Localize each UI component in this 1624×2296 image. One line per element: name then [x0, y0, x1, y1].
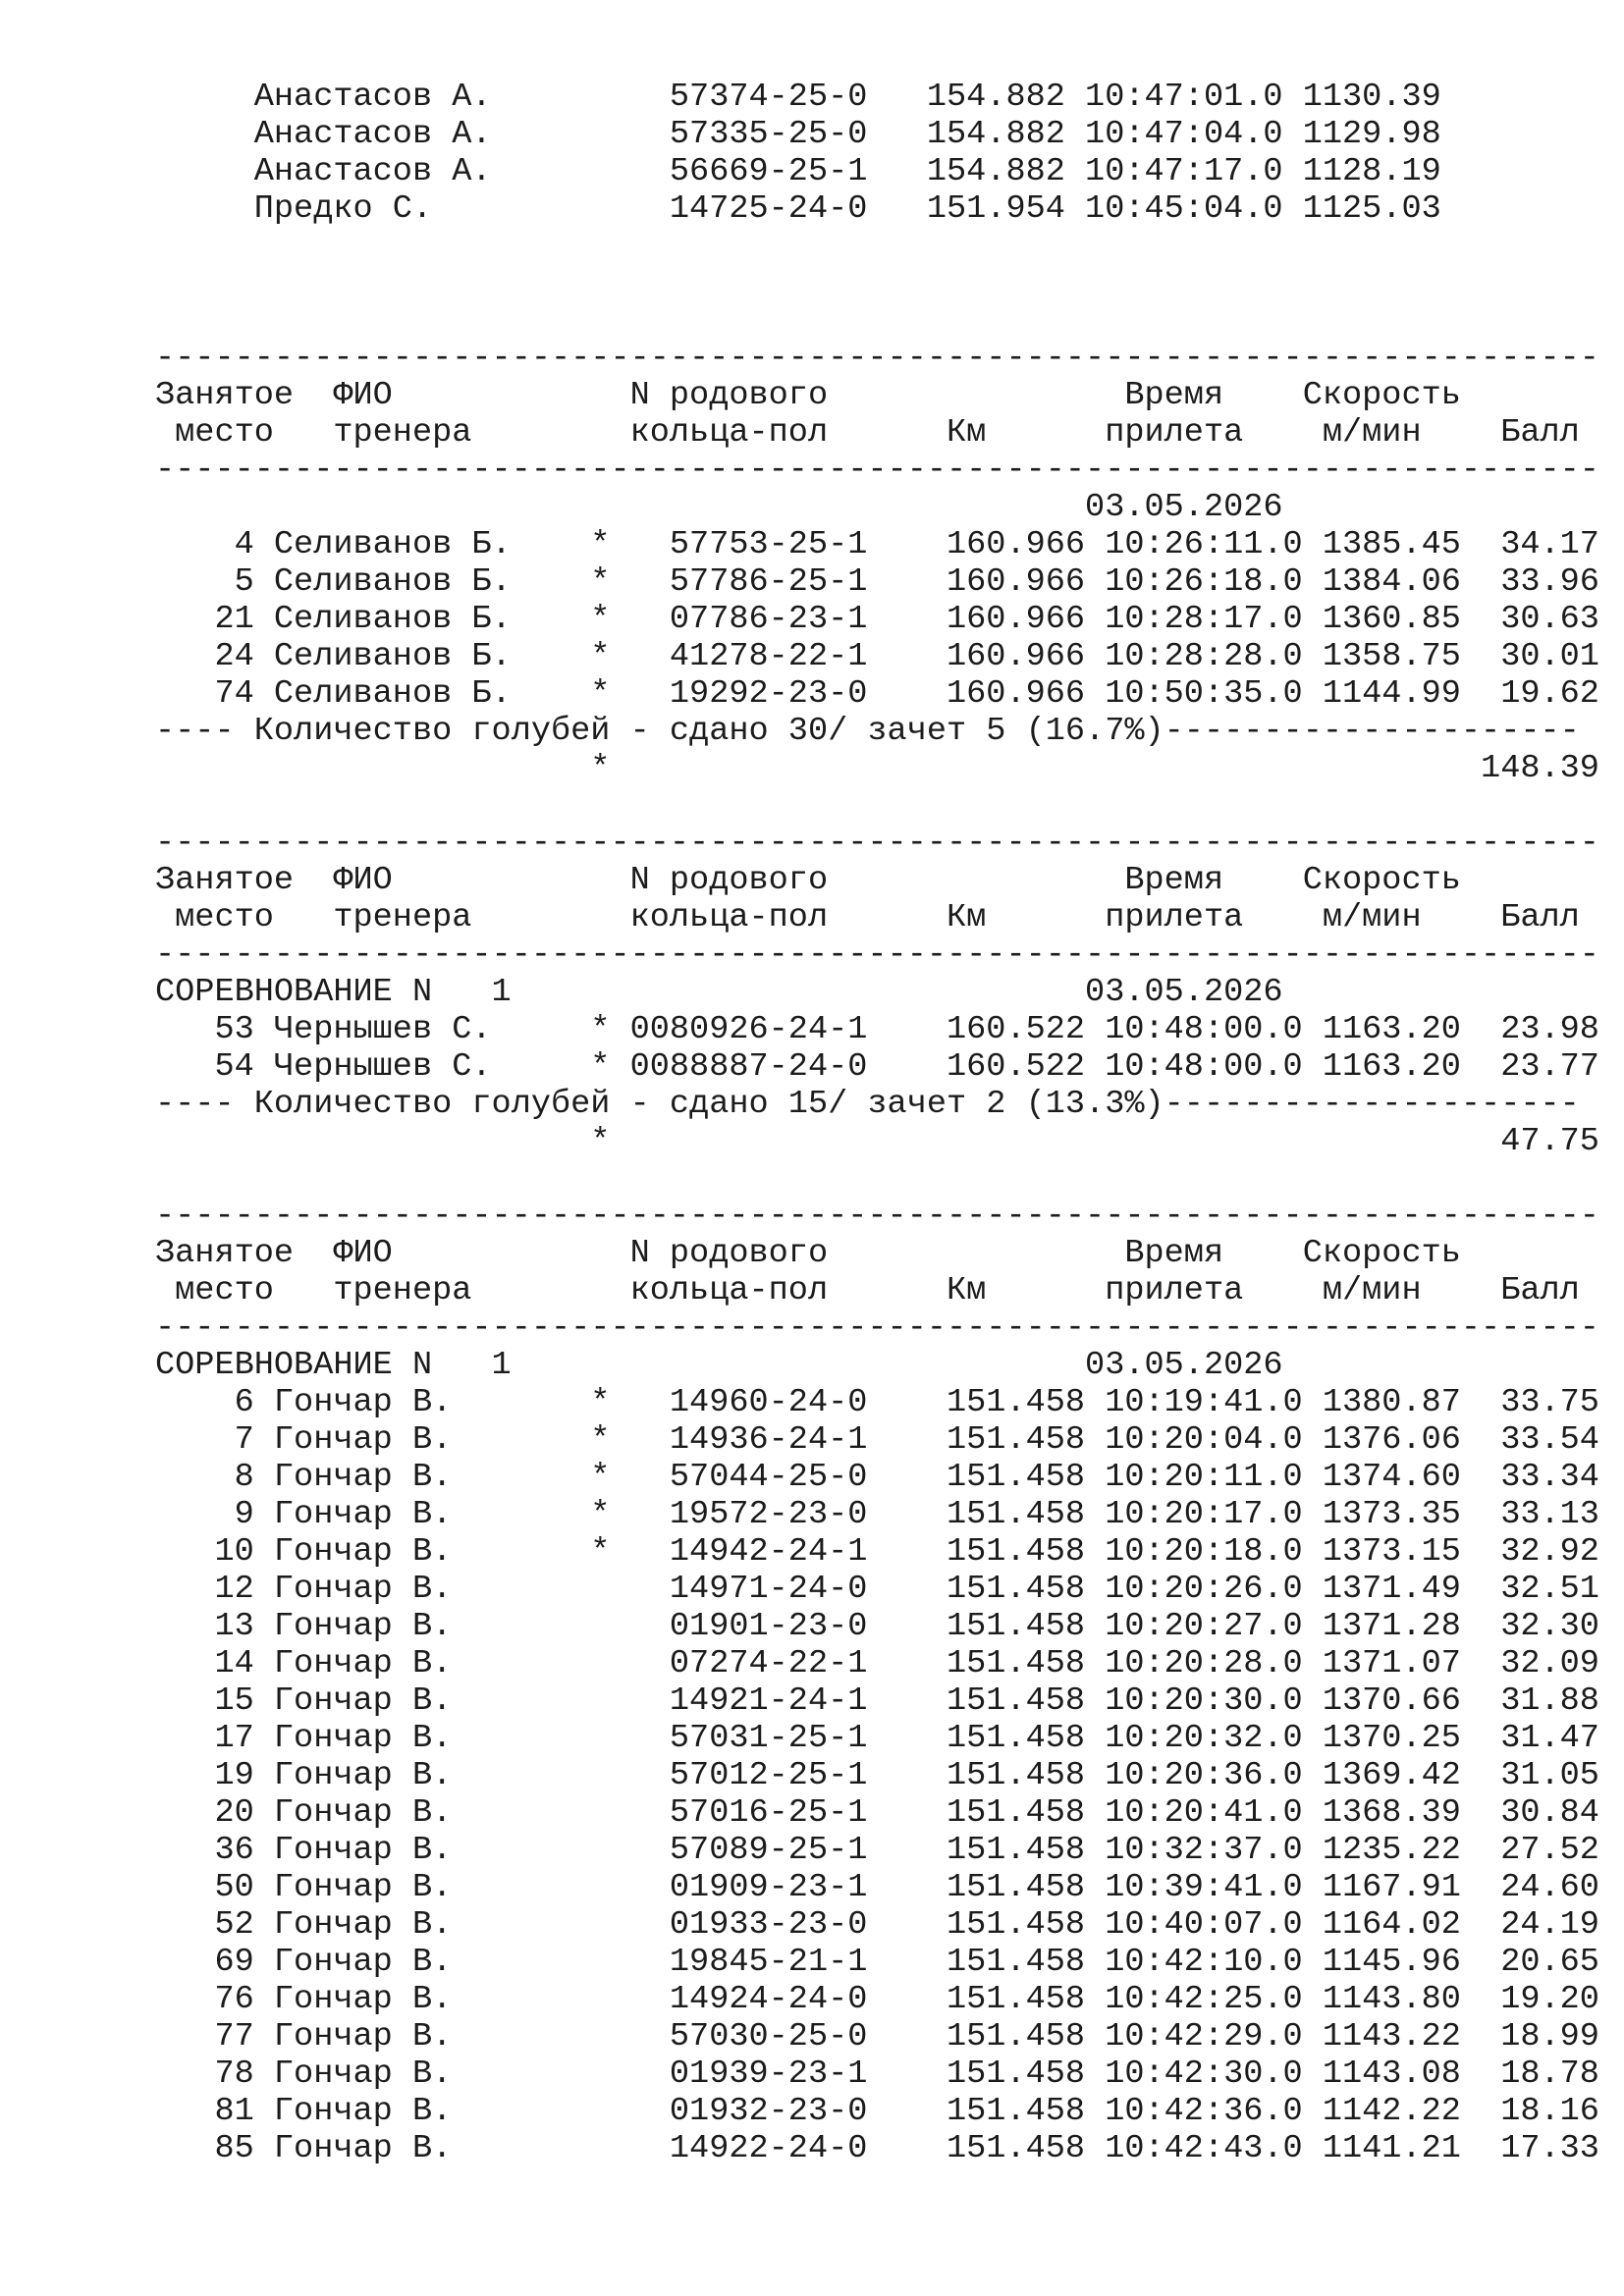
table-header: Занятое ФИО N родового Время Скорость	[155, 862, 1461, 899]
table-row: Анастасов А. 56669-25-1 154.882 10:47:17.0 1128.19	[155, 153, 1441, 190]
total-score-line: * 148.39	[155, 750, 1599, 787]
table-row: 20 Гончар В. 57016-25-1 151.458 10:20:41.0 1368.39 30.84	[155, 1794, 1599, 1832]
table-row: 74 Селиванов Б. * 19292-23-0 160.966 10:50:35.0 1144.99 19.62	[155, 675, 1599, 713]
table-row: 77 Гончар В. 57030-25-0 151.458 10:42:29.0 1143.22 18.99	[155, 2018, 1599, 2056]
competition-date-line: СОРЕВНОВАНИЕ N 1 03.05.2026	[155, 1347, 1283, 1384]
summary-line: ---- Количество голубей - сдано 30/ зачет 5 (16.7%)---------------------	[155, 713, 1580, 750]
table-row: 9 Гончар В. * 19572-23-0 151.458 10:20:17.0 1373.35 33.13	[155, 1496, 1599, 1533]
table-row: Анастасов А. 57335-25-0 154.882 10:47:04.0 1129.98	[155, 116, 1441, 153]
table-row: 85 Гончар В. 14922-24-0 151.458 10:42:43.0 1141.21 17.33	[155, 2130, 1599, 2167]
separator-line: -------------------------------------------------------------------------	[155, 1198, 1599, 1235]
table-row: 19 Гончар В. 57012-25-1 151.458 10:20:36.0 1369.42 31.05	[155, 1757, 1599, 1794]
table-row: 52 Гончар В. 01933-23-0 151.458 10:40:07.0 1164.02 24.19	[155, 1906, 1599, 1944]
table-header: Занятое ФИО N родового Время Скорость	[155, 377, 1461, 414]
table-row: 17 Гончар В. 57031-25-1 151.458 10:20:32.0 1370.25 31.47	[155, 1720, 1599, 1757]
separator-line: -------------------------------------------------------------------------	[155, 340, 1599, 377]
table-row: 24 Селиванов Б. * 41278-22-1 160.966 10:28:28.0 1358.75 30.01	[155, 638, 1599, 675]
table-row: Предко С. 14725-24-0 151.954 10:45:04.0 1125.03	[155, 190, 1441, 228]
summary-line: ---- Количество голубей - сдано 15/ зачет 2 (13.3%)---------------------	[155, 1086, 1580, 1123]
table-row: 10 Гончар В. * 14942-24-1 151.458 10:20:18.0 1373.15 32.92	[155, 1533, 1599, 1571]
table-row: 8 Гончар В. * 57044-25-0 151.458 10:20:11.0 1374.60 33.34	[155, 1459, 1599, 1496]
table-row: 50 Гончар В. 01909-23-1 151.458 10:39:41.0 1167.91 24.60	[155, 1869, 1599, 1906]
table-row: 36 Гончар В. 57089-25-1 151.458 10:32:37.0 1235.22 27.52	[155, 1832, 1599, 1869]
table-row: 69 Гончар В. 19845-21-1 151.458 10:42:10.0 1145.96 20.65	[155, 1944, 1599, 1981]
table-header: место тренера кольца-пол Км прилета м/мин Балл	[155, 414, 1580, 452]
table-row: 14 Гончар В. 07274-22-1 151.458 10:20:28.0 1371.07 32.09	[155, 1645, 1599, 1682]
table-row: 12 Гончар В. 14971-24-0 151.458 10:20:26.0 1371.49 32.51	[155, 1571, 1599, 1608]
table-row: Анастасов А. 57374-25-0 154.882 10:47:01.0 1130.39	[155, 79, 1441, 116]
table-header: место тренера кольца-пол Км прилета м/мин Балл	[155, 899, 1580, 936]
total-score-line: * 47.75	[155, 1123, 1599, 1160]
separator-line: -------------------------------------------------------------------------	[155, 936, 1599, 974]
table-row: 53 Чернышев С. * 0080926-24-1 160.522 10:48:00.0 1163.20 23.98	[155, 1011, 1599, 1048]
table-row: 21 Селиванов Б. * 07786-23-1 160.966 10:28:17.0 1360.85 30.63	[155, 601, 1599, 638]
table-row: 15 Гончар В. 14921-24-1 151.458 10:20:30.0 1370.66 31.88	[155, 1682, 1599, 1720]
table-row: 78 Гончар В. 01939-23-1 151.458 10:42:30.0 1143.08 18.78	[155, 2056, 1599, 2093]
table-header: Занятое ФИО N родового Время Скорость	[155, 1235, 1461, 1272]
competition-date-line: СОРЕВНОВАНИЕ N 1 03.05.2026	[155, 974, 1283, 1011]
table-row: 4 Селиванов Б. * 57753-25-1 160.966 10:26:11.0 1385.45 34.17	[155, 526, 1599, 563]
separator-line: -------------------------------------------------------------------------	[155, 1309, 1599, 1347]
table-row: 81 Гончар В. 01932-23-0 151.458 10:42:36.0 1142.22 18.16	[155, 2093, 1599, 2130]
table-row: 76 Гончар В. 14924-24-0 151.458 10:42:25.0 1143.80 19.20	[155, 1981, 1599, 2018]
table-row: 5 Селиванов Б. * 57786-25-1 160.966 10:26:18.0 1384.06 33.96	[155, 563, 1599, 601]
table-row: 13 Гончар В. 01901-23-0 151.458 10:20:27.0 1371.28 32.30	[155, 1608, 1599, 1645]
competition-date-line: 03.05.2026	[155, 489, 1283, 526]
table-row: 6 Гончар В. * 14960-24-0 151.458 10:19:41.0 1380.87 33.75	[155, 1384, 1599, 1421]
separator-line: -------------------------------------------------------------------------	[155, 452, 1599, 489]
separator-line: -------------------------------------------------------------------------	[155, 825, 1599, 862]
table-row: 7 Гончар В. * 14936-24-1 151.458 10:20:04.0 1376.06 33.54	[155, 1421, 1599, 1459]
table-row: 54 Чернышев С. * 0088887-24-0 160.522 10:48:00.0 1163.20 23.77	[155, 1048, 1599, 1086]
table-header: место тренера кольца-пол Км прилета м/мин Балл	[155, 1272, 1580, 1309]
